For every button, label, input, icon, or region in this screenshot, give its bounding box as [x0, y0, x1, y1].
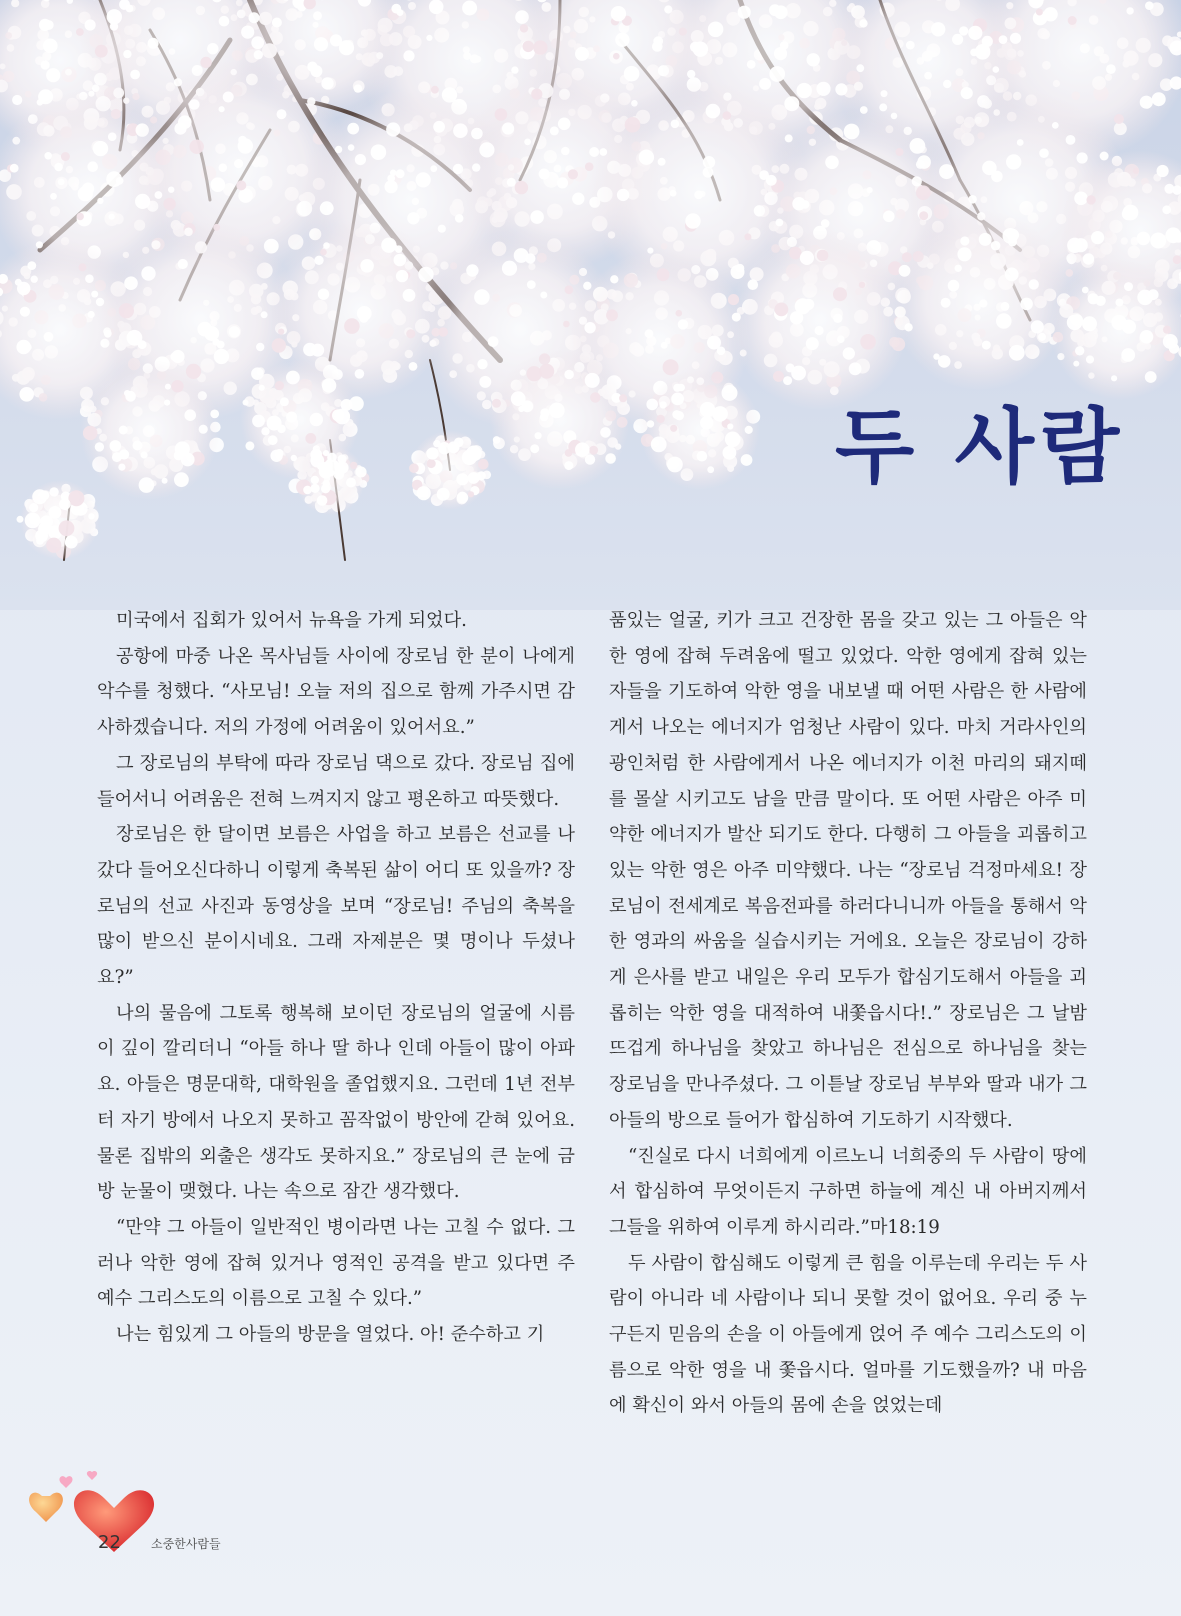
- paragraph: 장로님은 한 달이면 보름은 사업을 하고 보름은 선교를 나갔다 들어오신다하니 이렇게 축복된 삶이 어디 또 있을까? 장로님의 선교 사진과 동영상을 보며 “장로님! 주님의 축복을 많이 받으신 분이시네요. 그래 자제분은 몇 명이나 두셨나요?”: [97, 824, 575, 989]
- paragraph: 품있는 얼굴, 키가 크고 건장한 몸을 갖고 있는 그 아들은 악한 영에 잡혀 두려움에 떨고 있었다. 악한 영에게 잡혀 있는 자들을 기도하여 악한 영을 내보낼 때 어떤 사람은 한 사람에게서 나오는 에너지가 엄청난 사람이 있다. 마치 거라사인의 광인처럼 한 사람에게서 나온 에너지가 이천 마리의 돼지떼를 몰살 시키고도 남을 만큼 말이다. 또 어떤 사람은 아주 미약한 에너지가 발산 되기도 한다. 다행히 그 아들을 괴롭히고 있는 악한 영은 아주 미약했다. 나는 “장로님 걱정마세요! 장로님이 전세계로 복음전파를 하러다니니까 아들을 통해서 악한 영과의 싸움을 실습시키는 거에요. 오늘은 장로님이 강하게 은사를 받고 내일은 우리 모두가 합심기도해서 아들을 괴롭히는 악한 영을 대적하여 내쫓읍시다!.” 장로님은 그 날밤 뜨겁게 하나님을 찾았고 하나님은 전심으로 하나님을 찾는 장로님을 만나주셨다. 그 이튿날 장로님 부부와 딸과 내가 그 아들의 방으로 들어가 합심하여 기도하기 시작했다.: [609, 610, 1087, 1131]
- magazine-name: 소중한사람들: [151, 1537, 221, 1551]
- paragraph: 공항에 마중 나온 목사님들 사이에 장로님 한 분이 나에게 악수를 청했다. “사모님! 오늘 저의 집으로 함께 가주시면 감사하겠습니다. 저의 가정에 어려움이 있어서요.”: [97, 645, 575, 739]
- article-title: 두 사람: [835, 399, 1126, 495]
- scripture-quote: “진실로 다시 너희에게 이르노니 너희중의 두 사람이 땅에서 합심하여 무엇이든지 구하면 하늘에 계신 내 아버지께서 그들을 위하여 이루게 하시리라.”마18:19: [609, 1145, 1087, 1238]
- page-number: 22: [98, 1532, 121, 1553]
- paragraph: 두 사람이 합심해도 이렇게 큰 힘을 이루는데 우리는 두 사람이 아니라 네 사람이나 되니 못할 것이 없어요. 우리 중 누구든지 믿음의 손을 이 아들에게 얹어 주 예수 그리스도의 이름으로 악한 영을 내 쫓읍시다. 얼마를 기도했을까? 내 마음에 확신이 와서 아들의 몸에 손을 얹었는데: [609, 1252, 1087, 1417]
- paragraph: 미국에서 집회가 있어서 뉴욕을 가게 되었다.: [116, 610, 467, 631]
- paragraph: 나는 힘있게 그 아들의 방문을 열었다. 아! 준수하고 기: [116, 1324, 545, 1346]
- article-column-right: [609, 603, 1087, 1424]
- paragraph: 나의 물음에 그토록 행복해 보이던 장로님의 얼굴에 시름이 깊이 깔리더니 “아들 하나 딸 하나 인데 아들이 많이 아파요. 아들은 명문대학, 대학원을 졸업했지요. 그런데 1년 전부터 자기 방에서 나오지 못하고 꼼작없이 방안에 갇혀 있어요. 물론 집밖의 외출은 생각도 못하지요.” 장로님의 큰 눈에 금방 눈물이 맺혔다. 나는 속으로 잠간 생각했다.: [97, 1002, 575, 1203]
- article-column-left: [97, 603, 575, 1353]
- paragraph: 그 장로님의 부탁에 따라 장로님 댁으로 갔다. 장로님 집에 들어서니 어려움은 전혀 느껴지지 않고 평온하고 따뜻했다.: [97, 752, 575, 810]
- cherry-blossom-photo: [0, 0, 1181, 610]
- paragraph: “만약 그 아들이 일반적인 병이라면 나는 고칠 수 없다. 그러나 악한 영에 잡혀 있거나 영적인 공격을 받고 있다면 주 예수 그리스도의 이름으로 고칠 수 있다.”: [97, 1216, 575, 1310]
